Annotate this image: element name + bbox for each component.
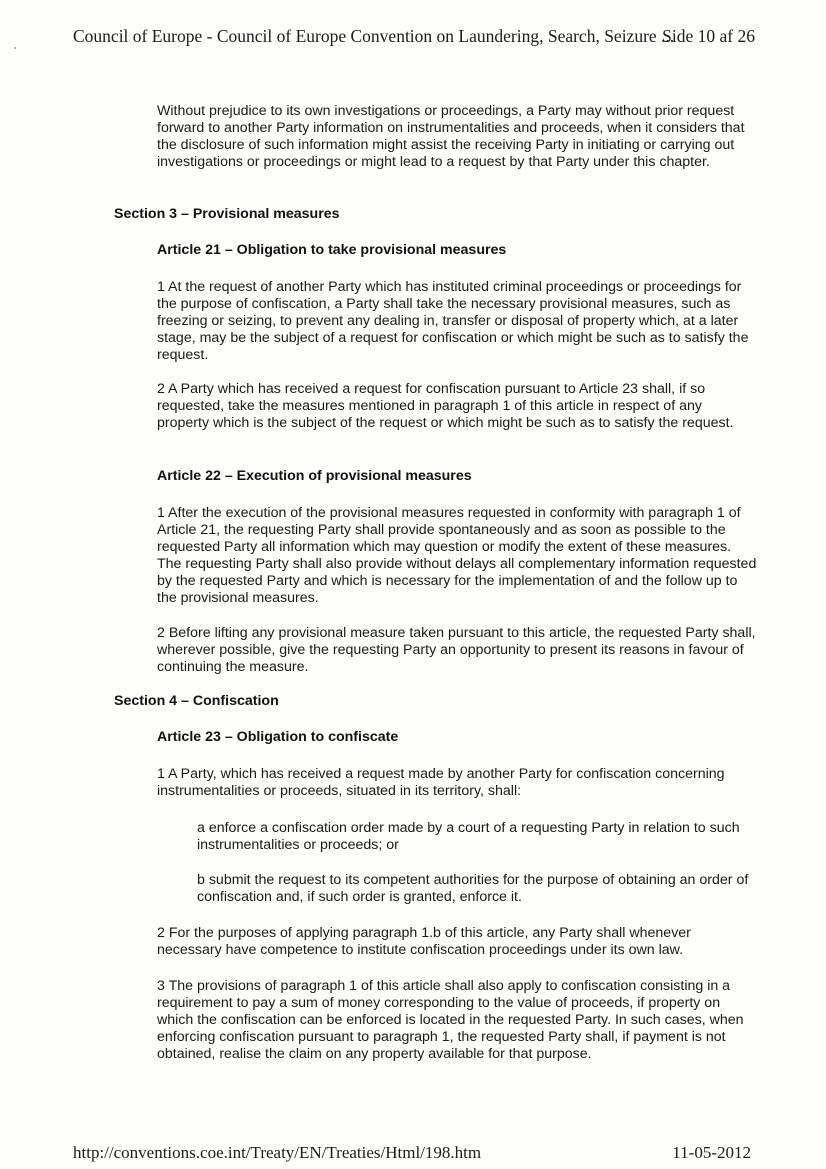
article-23-paragraph-3: 3 The provisions of paragraph 1 of this article shall also apply to confiscation consisting in a requirement to pay a sum of money corresponding to the value of proceeds, if property on which the confiscation can be enforced is located in the requested Party. In such cases, when enforcing confiscation pursuant to paragraph 1, the requested Party shall, if payment is not obtained, realise the claim on any property available for that purpose. [157, 978, 744, 1062]
source-url: http://conventions.coe.int/Treaty/EN/Treaties/Html/198.htm [73, 1143, 482, 1162]
article-21-paragraph-1: 1 At the request of another Party which has instituted criminal proceedings or proceedings for the purpose of confiscation, a Party shall take the necessary provisional measures, such as freezing or seizing, to prevent any dealing in, transfer or disposal of property which, at a later stage, may be the subject of a request for confiscation or which might be such as to satisfy the request. [157, 279, 749, 363]
document-title: Council of Europe - Council of Europe Convention on Laundering, Search, Seizure ... [73, 26, 675, 46]
article-21-paragraph-2: 2 A Party which has received a request for confiscation pursuant to Article 23 shall, if so requested, take the measures mentioned in paragraph 1 of this article in respect of any property which is the subject of the request or which might be such as to satisfy the request. [157, 381, 734, 431]
article-22-paragraph-2: 2 Before lifting any provisional measure taken pursuant to this article, the requested Party shall, wherever possible, give the requesting Party an opportunity to present its reasons in favour of continuing the measure. [157, 625, 756, 675]
article-23-paragraph-1: 1 A Party, which has received a request made by another Party for confiscation concerning instrumentalities or proceeds, situated in its territory, shall: [157, 766, 725, 799]
section-3-heading: Section 3 – Provisional measures [114, 206, 340, 222]
section-4-heading: Section 4 – Confiscation [114, 693, 279, 709]
article-23-paragraph-2: 2 For the purposes of applying paragraph 1.b of this article, any Party shall whenever necessary have competence to institute confiscation proceedings under its own law. [157, 925, 691, 958]
print-date: 11-05-2012 [672, 1143, 751, 1162]
intro-paragraph: Without prejudice to its own investigations or proceedings, a Party may without prior request forward to another Party information on instrumentalities and proceeds, when it considers that the disclosure of such information might assist the receiving Party in initiating or carrying out investigations or proceedings or might lead to a request by that Party under this chapter. [157, 103, 745, 170]
article-22-paragraph-1: 1 After the execution of the provisional measures requested in conformity with paragraph 1 of Article 21, the requesting Party shall provide spontaneously and as soon as possible to the requested Party all information which may question or modify the extent of these measures. The requesting Party shall also provide without delays all complementary information requested by the requested Party and which is necessary for the implementation of and the follow up to the provisional measures. [157, 505, 757, 606]
article-23-item-a: a enforce a confiscation order made by a court of a requesting Party in relation to such instrumentalities or proceeds; or [197, 820, 740, 853]
article-23-item-b: b submit the request to its competent authorities for the purpose of obtaining an order of confiscation and, if such order is granted, enforce it. [197, 872, 749, 905]
page-number: Side 10 af 26 [662, 26, 755, 46]
scan-speck [14, 47, 16, 49]
page-footer [73, 1143, 753, 1163]
article-21-heading: Article 21 – Obligation to take provisional measures [157, 242, 507, 258]
article-22-heading: Article 22 – Execution of provisional measures [157, 468, 472, 484]
page-header [73, 26, 763, 47]
article-23-heading: Article 23 – Obligation to confiscate [157, 729, 399, 745]
